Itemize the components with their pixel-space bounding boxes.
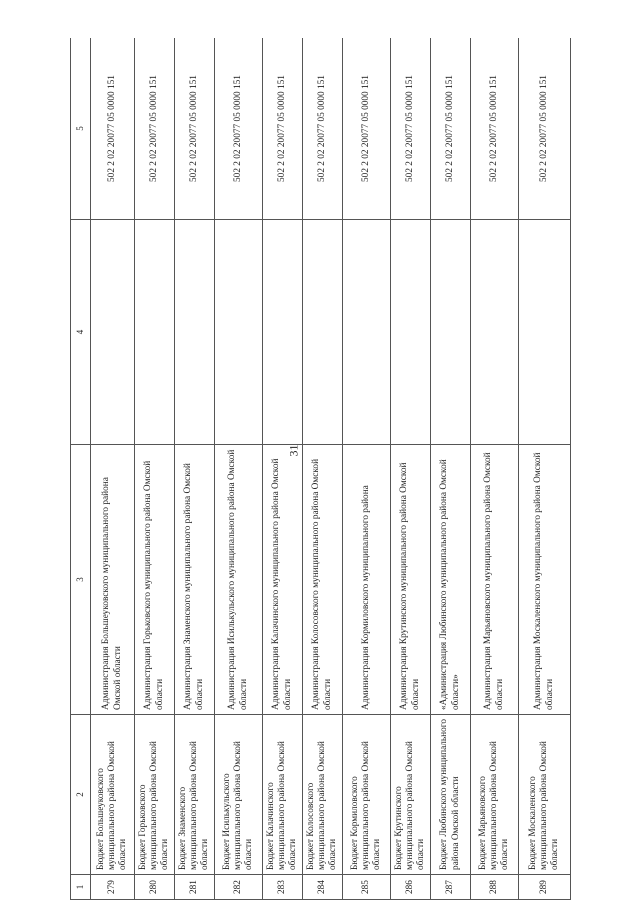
empty-cell [263,220,303,445]
budget-code-cell: 502 2 02 20077 05 0000 151 [175,38,215,220]
empty-cell [91,220,135,445]
budget-name-cell: Бюджет Исилькульского муниципального района Омской области [215,715,263,875]
table-row [519,38,571,900]
row-number-cell: 281 [175,875,215,900]
budget-code-cell: 502 2 02 20077 05 0000 151 [431,38,471,220]
budget-name-cell: Бюджет Знаменского муниципального района Омской области [175,715,215,875]
table-row [343,38,391,900]
table-body [91,38,571,900]
budget-table [70,38,571,900]
row-number-cell: 289 [519,875,571,900]
budget-name-cell: Бюджет Большеуковского муниципального района Омской области [91,715,135,875]
budget-code-cell: 502 2 02 20077 05 0000 151 [303,38,343,220]
column-header-3: 3 [71,445,91,715]
row-number-cell: 283 [263,875,303,900]
administrator-cell: Администрация Калачинского муниципального района Омской области [263,445,303,715]
budget-code-cell: 502 2 02 20077 05 0000 151 [215,38,263,220]
budget-code-cell: 502 2 02 20077 05 0000 151 [135,38,175,220]
budget-name-cell: Бюджет Горьковского муниципального района Омской области [135,715,175,875]
table-row [91,38,135,900]
row-number-cell: 284 [303,875,343,900]
budget-code-cell: 502 2 02 20077 05 0000 151 [343,38,391,220]
row-number-cell: 286 [391,875,431,900]
budget-name-cell: Бюджет Кормиловского муниципального района Омской области [343,715,391,875]
budget-name-cell: Бюджет Любинского муниципального района Омской области [431,715,471,875]
column-header-5: 5 [71,38,91,220]
row-number-cell: 285 [343,875,391,900]
budget-name-cell: Бюджет Крутинского муниципального района Омской области [391,715,431,875]
administrator-cell: Администрация Марьяновского муниципального района Омской области [471,445,519,715]
empty-cell [343,220,391,445]
budget-code-cell: 502 2 02 20077 05 0000 151 [263,38,303,220]
administrator-cell: Администрация Колосовского муниципального района Омской области [303,445,343,715]
administrator-cell: Администрация Кормиловского муниципального района [343,445,391,715]
column-header-1: 1 [71,875,91,900]
page-number: 31 [286,444,301,457]
table-row [391,38,431,900]
administrator-cell: «Администрация Любинского муниципального района Омской области» [431,445,471,715]
budget-name-cell: Бюджет Калачинского муниципального района Омской области [263,715,303,875]
column-header-4: 4 [71,220,91,445]
row-number-cell: 280 [135,875,175,900]
budget-code-cell: 502 2 02 20077 05 0000 151 [519,38,571,220]
budget-name-cell: Бюджет Марьяновского муниципального района Омской области [471,715,519,875]
table-row [471,38,519,900]
empty-cell [175,220,215,445]
administrator-cell: Администрация Исилькульского муниципального района Омской области [215,445,263,715]
budget-code-cell: 502 2 02 20077 05 0000 151 [91,38,135,220]
budget-code-cell: 502 2 02 20077 05 0000 151 [471,38,519,220]
table-row [263,38,303,900]
empty-cell [391,220,431,445]
table-row [303,38,343,900]
table-row [431,38,471,900]
row-number-cell: 287 [431,875,471,900]
empty-cell [303,220,343,445]
empty-cell [215,220,263,445]
empty-cell [431,220,471,445]
empty-cell [135,220,175,445]
administrator-cell: Администрация Москаленского муниципального района Омской области [519,445,571,715]
row-number-cell: 279 [91,875,135,900]
empty-cell [471,220,519,445]
table-row [135,38,175,900]
table-row [175,38,215,900]
empty-cell [519,220,571,445]
table-row [215,38,263,900]
administrator-cell: Администрация Большеуковского муниципального района Омской области [91,445,135,715]
row-number-cell: 282 [215,875,263,900]
administrator-cell: Администрация Горьковского муниципального района Омской области [135,445,175,715]
column-header-2: 2 [71,715,91,875]
administrator-cell: Администрация Крутинского муниципального района Омской области [391,445,431,715]
table-wrapper [70,38,590,900]
budget-name-cell: Бюджет Колосовского муниципального района Омской области [303,715,343,875]
administrator-cell: Администрация Знаменского муниципального района Омской области [175,445,215,715]
budget-code-cell: 502 2 02 20077 05 0000 151 [391,38,431,220]
rotated-table-area [70,38,590,900]
budget-name-cell: Бюджет Москаленского муниципального района Омской области [519,715,571,875]
row-number-cell: 288 [471,875,519,900]
table-header-row [71,38,91,900]
